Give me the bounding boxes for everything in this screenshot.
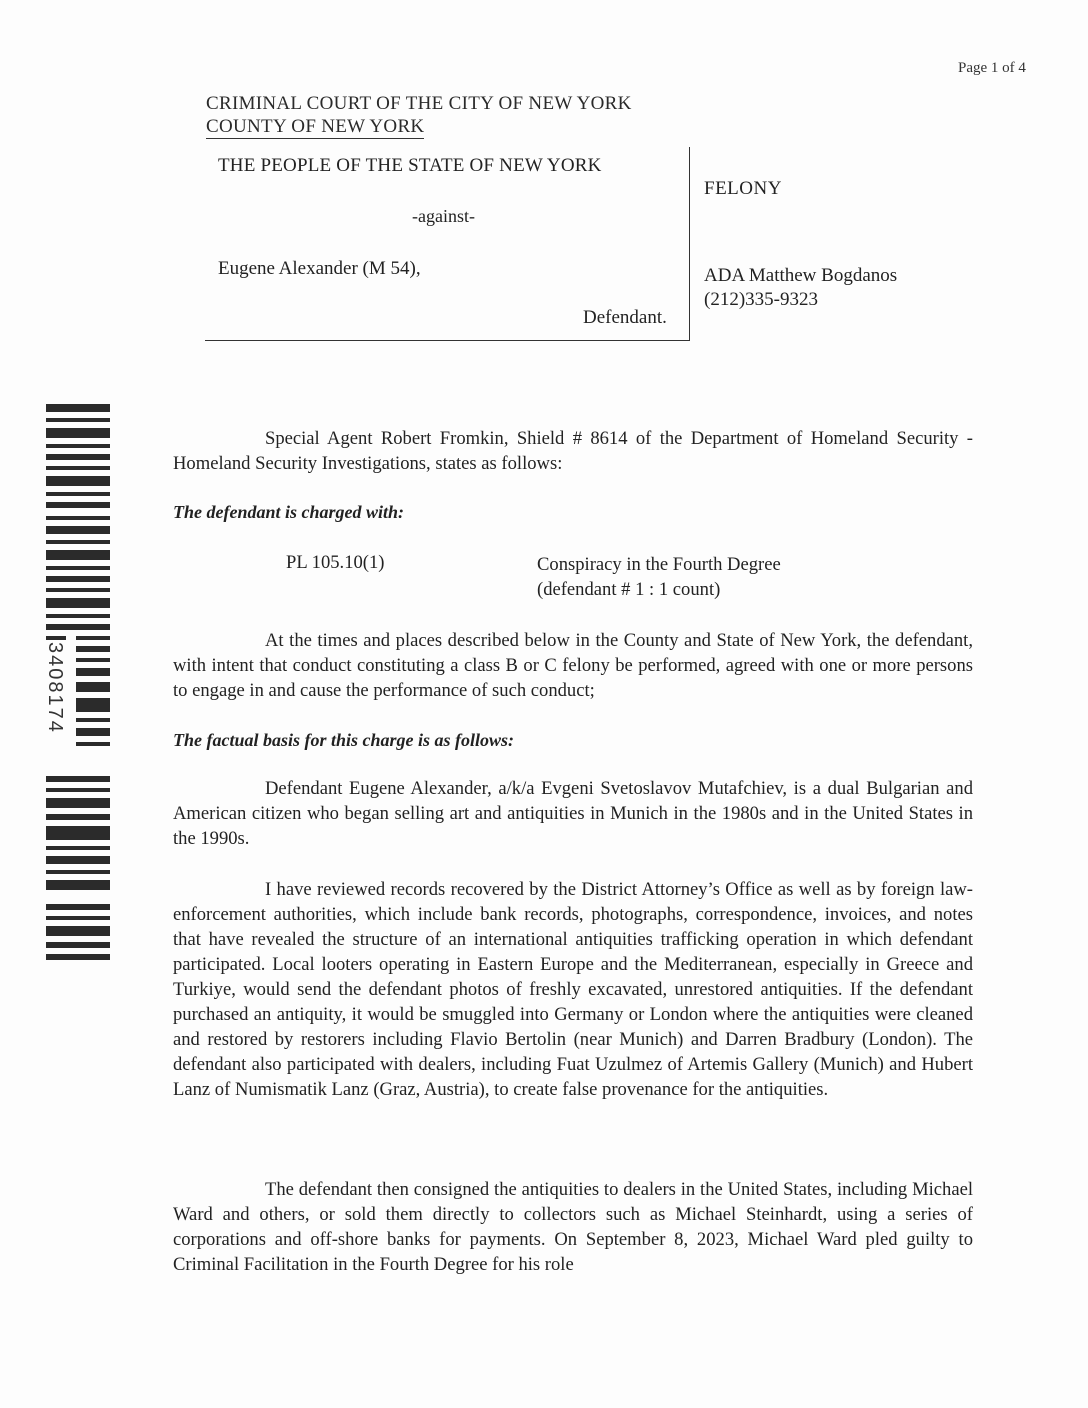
charged-heading: The defendant is charged with:: [173, 502, 405, 522]
barcode-number: 3408174: [44, 642, 66, 734]
intro-paragraph: [173, 426, 973, 476]
paragraph-text: I have reviewed records recovered by the District Attorney’s Office as well as by foreign law-enforcement authorities, which include bank records, photographs, correspondence, invoices, and notes that have revealed the structure of an international antiquities trafficking operation in which defendant participated. Local looters operating in Eastern Europe and the Mediterranean, especially in Greece and Turkiye, would send the defendant photos of freshly excavated, unrestored antiquities. If the defendant purchased an antiquity, it would be smuggled into Germany or London where the antiquities were cleaned and restored by restorers including Flavio Bertolin (near Munich) and Darren Bradbury (London). The defendant also participated with dealers, including Fuat Uzulmez of Artemis Gallery (Munich) and Hubert Lanz of Numismatik Lanz (Graz, Austria), to create false provenance for the antiquities.: [173, 879, 973, 1100]
charge-paragraph: [173, 628, 973, 703]
intro-text: Special Agent Robert Fromkin, Shield # 8614 of the Department of Homeland Security - Homeland Security Investigations, states as follows:: [173, 428, 973, 474]
paragraph-text: Defendant Eugene Alexander, a/k/a Evgeni Svetoslavov Mutafchiev, is a dual Bulgarian and American citizen who began selling art and antiquities in Munich in the 1980s and in the United States in the 1990s.: [173, 778, 973, 849]
defendant-name: Eugene Alexander (M 54),: [218, 258, 421, 279]
caption-against: -against-: [412, 206, 475, 226]
prosecutor-name: ADA Matthew Bogdanos: [704, 265, 898, 286]
prosecutor-block: [704, 264, 897, 312]
charge-code: PL 105.10(1): [286, 552, 385, 573]
factual-paragraph-3: [173, 1177, 973, 1277]
charge-description: Conspiracy in the Fourth Degree: [537, 554, 781, 575]
factual-paragraph-1: [173, 776, 973, 851]
page-number: Page 1 of 4: [958, 60, 1026, 76]
charge-count: (defendant # 1 : 1 count): [537, 579, 721, 600]
factual-heading: The factual basis for this charge is as follows:: [173, 730, 515, 750]
charge-paragraph-text: At the times and places described below in the County and State of New York, the defendant, with intent that conduct constituting a class B or C felony be performed, agreed with one or more persons to engage in and cause the performance of such conduct;: [173, 630, 973, 701]
paragraph-text: The defendant then consigned the antiquities to dealers in the United States, including Michael Ward and others, or sold them directly to collectors such as Michael Steinhardt, using a series of corporations and off-shore banks for payments. On September 8, 2023, Michael Ward pled guilty to Criminal Facilitation in the Fourth Degree for his role: [173, 1179, 973, 1275]
defendant-label: Defendant.: [583, 307, 667, 328]
court-county: COUNTY OF NEW YORK: [206, 116, 425, 137]
charge-description-block: [537, 552, 781, 602]
case-type: FELONY: [704, 178, 782, 199]
court-header: [206, 92, 632, 139]
prosecutor-phone: (212)335-9323: [704, 289, 818, 310]
caption-people: THE PEOPLE OF THE STATE OF NEW YORK: [218, 155, 602, 176]
court-name: CRIMINAL COURT OF THE CITY OF NEW YORK: [206, 93, 632, 114]
factual-paragraph-2: [173, 877, 973, 1102]
